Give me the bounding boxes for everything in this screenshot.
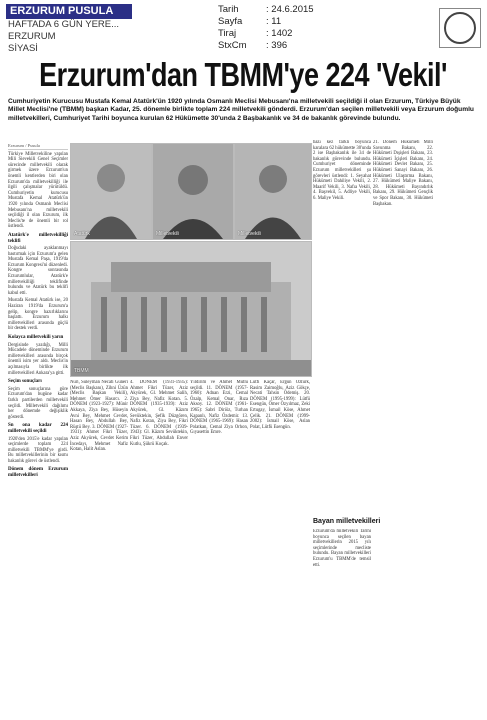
photo-deputy-1 xyxy=(152,143,234,240)
article-column-2 xyxy=(70,380,128,715)
paragraph: Türkiye Milletvekiline yapılan Mili Sievekili Genel Seçimler sürecinde milletvekili olarak girmek üzere Erzurum'un önemli kentlerden biri olan Erzurum'da milletvekilliği ile ilgili çalışmalar yürütüldü. Cumhuriyetin kurucusu Mustafa Kemal Atatürk'ün 1920 yılında Osmanlı Meclisi Mebusanı'na milletvekili seçildiği il olan Erzurum, ilk Meclis'te de önemli bir rol üstlendi. xyxy=(8,151,68,230)
article-lede: Cumhuriyetin Kurucusu Mustafa Kemal Atatürk'ün 1920 yılında Osmanlı Meclisi Mebusanı'na milletvekili seçildiği il olan Erzurum, Türkiye Büyük Millet Meclisi'ne (TBMM) başkan Kadar, 25. dönemle birlikte toplam 224 milletvekili gönderdi. Erzurum'dan seçilen milletvekili veya Erzurum doğumlu milletvekilleri, Cumhuriyet Tarihi boyunca kurulan 62 Hükümette 30'unda 2 Başbakanlık ve 34 de bakanlık görevinde bulundu. xyxy=(8,98,474,122)
photo-ataturk xyxy=(70,143,152,240)
subheading: Atatürk'e milletvekilliği teklifi xyxy=(8,232,68,244)
article-byline: Erzurum / Pusula xyxy=(8,143,68,150)
subheading: Sn ona kadar 224 milletvekili seçildi xyxy=(8,423,68,434)
publication-name: ERZURUM PUSULA xyxy=(6,4,132,19)
publication-city: ERZURUM xyxy=(8,31,56,42)
publication-section: SİYASİ xyxy=(8,43,38,54)
meta-key: Tarih xyxy=(218,4,239,15)
photo-deputy-2 xyxy=(234,143,312,240)
paragraph: Lütfi Kaçar, Ergun Öztürk, Rasim Zaimoğlu, Aziz Gökçe, Necati Tahsin Ödemiş. 20. DÖNEM (1995-1999): Lütfü Esengün, Ömer Özyılmaz, Zeki Ertugay, İsmail Köse, Ahmet Çelik. 21. DÖNEM (1999-2002): İsmail Köse, Aslan Polat, Lütfü Esengün. xyxy=(250,380,310,430)
subheading: Dönem dönem Erzurum milletvekilleri xyxy=(8,467,68,479)
meta-key: Sayfa xyxy=(218,16,243,27)
subheading: Kolayca milletvekili yarın xyxy=(8,335,64,340)
paragraph: Dergisinde yazdığı, Milli Mücadele döneminde Erzurum milletvekilleri arasında birçok önemli isim yer aldı. Meclis'in açılmasıyla birlikte ilk milletvekilleri Ankara'ya gitti. xyxy=(8,342,68,376)
photo-caption: Milletvekili xyxy=(156,231,179,237)
meta-value: 396 xyxy=(271,40,288,51)
article-column-1 xyxy=(8,143,68,715)
photo-caption: Atatürk xyxy=(74,231,90,237)
paragraph: Erzurum'da milletvekili Tarihi boyunca seçilen bayan milletvekillerin 2015 yılı seçimlerinde mecliste bulundu. Bayan milletvekilleri Erzurum'u TBMM'de temsil etti. xyxy=(313,529,371,568)
paragraph: Yıldırım ve Ahmet Mutlu seçildi. 11. DÖNEM (1957-1960): Adnan Erzi, Cemal Özalp, Kemal Onar, Rıza Aksoy. 12. DÖNEM (1961-1965): Sabri Diriöz, Turhan Kapanlı, Nafiz Özdemir. 13. DÖNEM (1965-1969): Hasan Polatkan, Cemal Ziya Orhon, Gıyasettin Emre. xyxy=(190,380,248,436)
photo-caption: TBMM xyxy=(74,368,89,374)
photo-caption: Milletvekili xyxy=(238,231,261,237)
publication-info xyxy=(6,4,202,55)
meta-value: 24.6.2015 xyxy=(271,4,314,15)
clipping-meta xyxy=(218,4,338,52)
meta-key: StxCm xyxy=(218,40,247,51)
paragraph: Seçim sonuçlarına göre Erzurum'dan bugüne kadar farklı partilerden milletvekili seçildi. Milletvekili dağılımı her dönemde değişiklik gösterdi. xyxy=(8,386,68,420)
agency-logo-icon xyxy=(439,8,481,48)
publication-frequency: HAFTADA 6 GÜN YERE... xyxy=(8,19,120,30)
article-column-7 xyxy=(373,140,433,715)
paragraph: 1920'den 2015'e kadar yapılan seçimlerde toplam 224 milletvekili TBMM'ye girdi. Bu milletvekillerinin bir kısmı bakanlık görevi de üstlendi. xyxy=(8,436,68,464)
meta-stxcm: StxCm : 396 xyxy=(218,40,288,51)
paragraph: Doğudaki ayaklanmayı bastırmak için Erzurum'a gelen Mustafa Kemal Paşa, 1919'da Erzurum Kongresi'ni düzenledi. Kongre sonrasında Erzurumlular, Atatürk'e milletvekilliği teklifinde bulundu ve Atatürk bu teklifi kabul etti. xyxy=(8,246,68,296)
subheading-female-deputies: Bayan milletvekilleri xyxy=(313,518,381,525)
meta-value: 1402 xyxy=(271,28,293,39)
meta-value: 11 xyxy=(271,16,282,27)
article-column-6 xyxy=(313,140,371,515)
paragraph: 4. DÖNEM (1931-1935): Ahmet Fikri Tüzer, Aziz Akyürek, Gl. Mehmet Salih, Ziya Bey, Nafiz Kotan. 5. DÖNEM (1935-1939): Aziz Akyürek, Gl. Kâzım Sevüktekin, Şefik Düzgören, Nafiz Kotan, Ziya Bey, Fikri Tüzer. 6. DÖNEM (1939-1943): Gl. Kâzım Sevüktekin, Fikri Tüzer, Abdullah Enver Kutlu, Şükrü Koçak. xyxy=(130,380,188,447)
meta-date: Tarih : 24.6.2015 xyxy=(218,4,314,15)
article-column-3 xyxy=(130,380,188,715)
article-column-8 xyxy=(313,529,371,715)
article-headline: Erzurum'dan TBMM'ye 224 'Vekil' xyxy=(39,56,447,94)
meta-page: Sayfa : 11 xyxy=(218,16,282,27)
subheading: Seçim sonuçları xyxy=(8,379,42,385)
meta-circulation: Tiraj : 1402 xyxy=(218,28,293,39)
paragraph: bazı kez farklı boyunca karalara 62 hükümette 30'unda 2 ise Başbakanlık ile 34 de bakanlık görevinde bulundu. Cumhuriyet döneminde Erzurum milletvekilleri şu görevleri üstlendi: 1. Seyahat Hükümeti Dahiliye Vekili, 2. Maarif Vekili, 3. Nafıa Vekili, 4. Başvekil, 5. Adliye Vekili, 6. Maliye Vekili. xyxy=(313,140,371,201)
photo-parliament xyxy=(70,241,312,377)
article-column-4 xyxy=(190,380,248,715)
paragraph: Mustafa Kemal Atatürk ise, 20 Haziran 1919'da Erzurum'a gelip, kongre hazırlıklarını başlattı. Erzurum halkı milletvekilleri arasında güçlü bir destek verdi. xyxy=(8,298,68,332)
meta-key: Tiraj xyxy=(218,28,237,39)
clipping-header xyxy=(6,4,481,52)
paragraph: 21. Dönem Hükümeti Milli Savunma Bakanı, 22. Hükümeti Dışişleri Bakanı, 23. Hükümeti İçişleri Bakanı, 24. Hükümeti Devlet Bakanı, 25. Hükümeti Sanayi Bakanı, 26. Hükümeti Ulaştırma Bakanı, 27. Hükümeti Maliye Bakanı, 28. Hükümeti Bayındırlık Bakanı, 29. Hükümeti Gençlik ve Spor Bakanı, 30. Hükümeti Başbakan. xyxy=(373,140,433,207)
paragraph: Nuri, Süleyman Necati Güneri (Meclis Başkanı), Zihni Üzün (Meclis Başkan Vekili), Mehmet Ömer Hasırcı. 2. DÖNEM (1923-1927): Münir Akkaya, Ziya Bey, Hüseyin Avni Bey, Mehmet Cevdet, Hasan Bey, Abdullah Bey, Rüştü Bey. 3. DÖNEM (1927-1931): Ahmet Fikri Tüzer, Aziz Akyürek, Cevdet Kerim İncedayı, Mehmet Nafiz Kotan, Halit Aslan. xyxy=(70,380,128,453)
article-column-5 xyxy=(250,380,310,715)
